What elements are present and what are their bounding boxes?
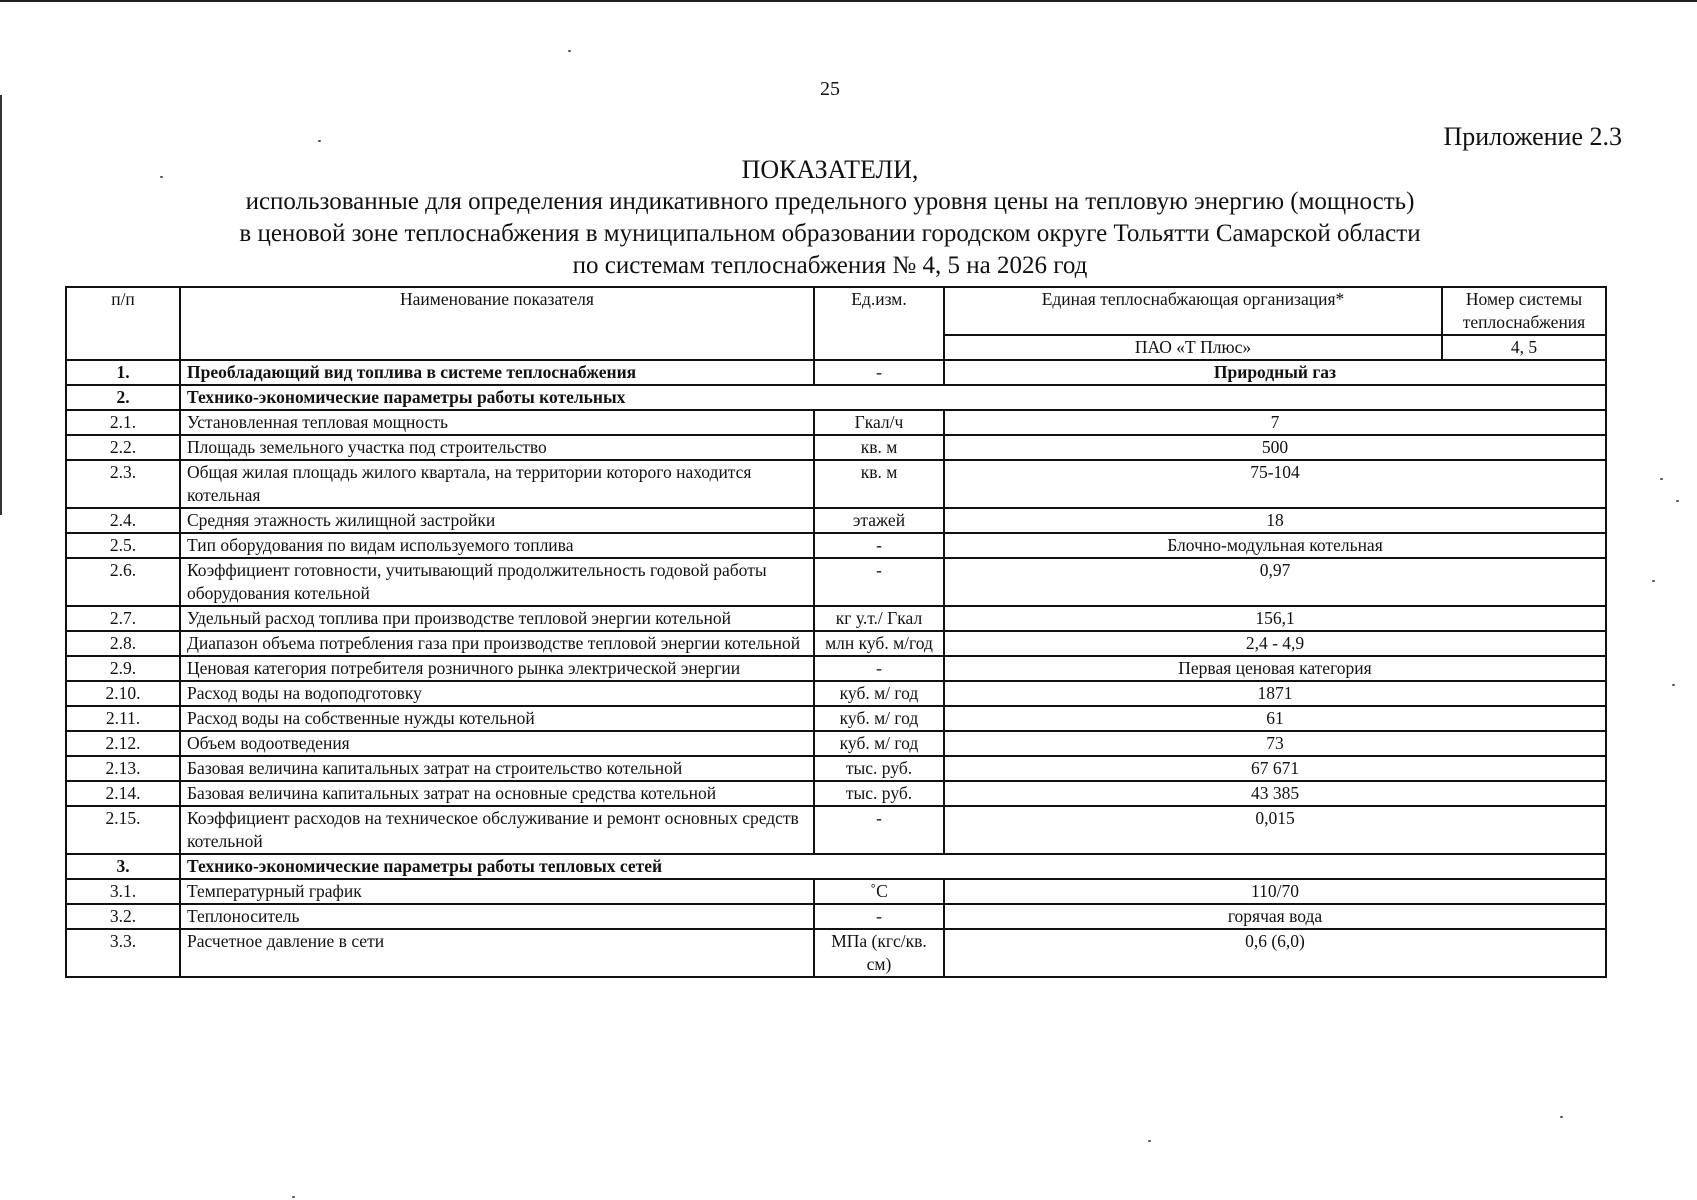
indicator-value: 500 [944,435,1606,460]
header-unit: Ед.изм. [814,287,944,360]
row-number: 2.7. [66,606,180,631]
indicator-value: 1871 [944,681,1606,706]
table-row [66,781,1606,806]
title-line: использованные для определения индикативного предельного уровня цены на тепловую энергию (мощность) [245,188,1415,215]
indicator-value: 73 [944,731,1606,756]
indicator-name: Ценовая категория потребителя розничного рынка электрической энергии [180,656,814,681]
indicator-value: 0,97 [944,558,1606,606]
table-row [66,435,1606,460]
indicator-name: Температурный график [180,879,814,904]
table-row [66,558,1606,606]
indicator-unit: кг у.т./ Гкал [814,606,944,631]
scan-speck [1148,1140,1151,1142]
document-title [0,154,1660,282]
indicator-value: 43 385 [944,781,1606,806]
table-row [66,731,1606,756]
indicator-unit: - [814,904,944,929]
indicators-table [65,286,1607,978]
indicator-unit: куб. м/ год [814,681,944,706]
row-number: 2.8. [66,631,180,656]
indicator-value: 0,015 [944,806,1606,854]
indicator-name: Общая жилая площадь жилого квартала, на территории которого находится котельная [180,460,814,508]
indicator-name: Диапазон объема потребления газа при производстве тепловой энергии котельной [180,631,814,656]
title-line: в ценовой зоне теплоснабжения в муниципальном образовании городском округе Тольятти Самарской области [239,220,1421,247]
indicator-unit: - [814,533,944,558]
scan-speck [318,140,321,142]
row-number: 2.3. [66,460,180,508]
table-row [66,410,1606,435]
indicator-unit: тыс. руб. [814,781,944,806]
table-row [66,360,1606,385]
indicator-value: 156,1 [944,606,1606,631]
row-number: 3.2. [66,904,180,929]
indicator-name: Удельный расход топлива при производстве тепловой энергии котельной [180,606,814,631]
header-num: п/п [66,287,180,360]
section-title: Технико-экономические параметры работы котельных [180,385,1606,410]
indicator-name: Площадь земельного участка под строительство [180,435,814,460]
table-row [66,631,1606,656]
indicator-unit: куб. м/ год [814,731,944,756]
indicator-value: Блочно-модульная котельная [944,533,1606,558]
header-org-name: ПАО «Т Плюс» [944,335,1442,360]
row-number: 2.4. [66,508,180,533]
indicator-value: 7 [944,410,1606,435]
row-number: 3.3. [66,929,180,977]
table-row [66,681,1606,706]
table-row [66,756,1606,781]
row-number: 1. [66,360,180,385]
table-row [66,533,1606,558]
indicator-value: Первая ценовая категория [944,656,1606,681]
table-row [66,879,1606,904]
table-section-row [66,854,1606,879]
row-number: 2.12. [66,731,180,756]
indicator-unit: куб. м/ год [814,706,944,731]
table-header-row [66,287,1606,335]
row-number: 2.15. [66,806,180,854]
indicator-unit: ˚С [814,879,944,904]
indicator-name: Расход воды на собственные нужды котельной [180,706,814,731]
indicator-name: Установленная тепловая мощность [180,410,814,435]
header-name: Наименование показателя [180,287,814,360]
indicator-unit: - [814,656,944,681]
indicator-value: Природный газ [944,360,1606,385]
page-number: 25 [820,78,840,100]
header-system: Номер системы теплоснабжения [1442,287,1606,335]
row-number: 2.13. [66,756,180,781]
row-number: 2.9. [66,656,180,681]
row-number: 2.5. [66,533,180,558]
indicator-value: 0,6 (6,0) [944,929,1606,977]
title-main: ПОКАЗАТЕЛИ, [741,155,919,184]
indicator-name: Коэффициент расходов на техническое обслуживание и ремонт основных средств котельной [180,806,814,854]
scan-edge [0,0,1697,2]
indicator-name: Расход воды на водоподготовку [180,681,814,706]
indicator-unit: кв. м [814,435,944,460]
table-row [66,929,1606,977]
header-org: Единая теплоснабжающая организация* [944,287,1442,335]
indicator-unit: - [814,558,944,606]
scan-speck [1652,580,1655,582]
indicator-unit: этажей [814,508,944,533]
indicator-name: Тип оборудования по видам используемого топлива [180,533,814,558]
indicator-unit: - [814,360,944,385]
row-number: 2.11. [66,706,180,731]
row-number: 3. [66,854,180,879]
indicator-value: 110/70 [944,879,1606,904]
scan-speck [1660,478,1663,480]
table-section-row [66,385,1606,410]
row-number: 2.2. [66,435,180,460]
indicator-value: 67 671 [944,756,1606,781]
scan-speck [1560,1116,1563,1118]
row-number: 2.6. [66,558,180,606]
indicator-name: Расчетное давление в сети [180,929,814,977]
appendix-label: Приложение 2.3 [1443,122,1622,151]
indicator-name: Теплоноситель [180,904,814,929]
indicator-unit: Гкал/ч [814,410,944,435]
scan-speck [568,50,571,52]
section-title: Технико-экономические параметры работы тепловых сетей [180,854,1606,879]
scan-speck [292,1196,295,1198]
table-row [66,656,1606,681]
indicator-name: Коэффициент готовности, учитывающий продолжительность годовой работы оборудования котельной [180,558,814,606]
indicator-value: 75-104 [944,460,1606,508]
row-number: 3.1. [66,879,180,904]
indicator-unit: МПа (кгс/кв. см) [814,929,944,977]
title-line: по системам теплоснабжения № 4, 5 на 2026 год [572,252,1088,279]
table-row [66,904,1606,929]
scan-speck [160,176,163,178]
scan-speck [1672,684,1675,686]
row-number: 2. [66,385,180,410]
table-row [66,706,1606,731]
indicator-name: Базовая величина капитальных затрат на основные средства котельной [180,781,814,806]
table-row [66,806,1606,854]
indicator-value: 18 [944,508,1606,533]
indicator-name: Базовая величина капитальных затрат на строительство котельной [180,756,814,781]
indicator-value: 61 [944,706,1606,731]
indicator-name: Преобладающий вид топлива в системе теплоснабжения [180,360,814,385]
indicator-unit: кв. м [814,460,944,508]
indicator-value: горячая вода [944,904,1606,929]
indicator-unit: - [814,806,944,854]
indicator-name: Объем водоотведения [180,731,814,756]
indicator-name: Средняя этажность жилищной застройки [180,508,814,533]
table-row [66,606,1606,631]
row-number: 2.10. [66,681,180,706]
table-row [66,508,1606,533]
indicator-unit: млн куб. м/год [814,631,944,656]
indicator-unit: тыс. руб. [814,756,944,781]
table-row [66,460,1606,508]
row-number: 2.1. [66,410,180,435]
scan-speck [1676,500,1679,502]
row-number: 2.14. [66,781,180,806]
indicator-value: 2,4 - 4,9 [944,631,1606,656]
header-system-value: 4, 5 [1442,335,1606,360]
